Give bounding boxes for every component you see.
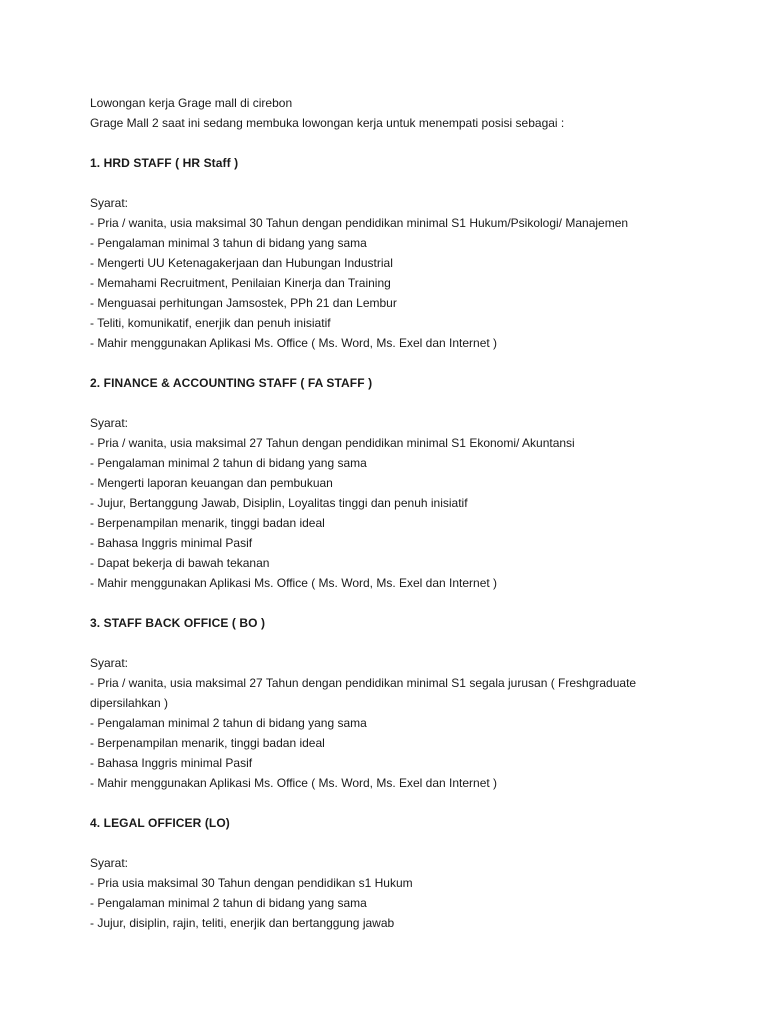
spacer: [90, 593, 698, 613]
requirement-item: - Memahami Recruitment, Penilaian Kinerja dan Training: [90, 276, 391, 290]
section-staff-back-office: [90, 613, 698, 813]
spacer: [90, 393, 698, 413]
requirement-item: - Berpenampilan menarik, tinggi badan ideal: [90, 516, 325, 530]
requirement-item: - Jujur, Bertanggung Jawab, Disiplin, Loyalitas tinggi dan penuh inisiatif: [90, 496, 468, 510]
requirement-item: - Bahasa Inggris minimal Pasif: [90, 536, 253, 550]
requirement-item: - Mahir menggunakan Aplikasi Ms. Office ( Ms. Word, Ms. Exel dan Internet ): [90, 336, 498, 350]
section-heading: 4. LEGAL OFFICER (LO): [90, 816, 230, 830]
requirement-item: - Dapat bekerja di bawah tekanan: [90, 556, 270, 570]
requirement-item: - Mahir menggunakan Aplikasi Ms. Office ( Ms. Word, Ms. Exel dan Internet ): [90, 576, 498, 590]
requirement-item: - Mengerti UU Ketenagakerjaan dan Hubungan Industrial: [90, 256, 393, 270]
spacer: [90, 793, 698, 813]
requirement-item: - Pengalaman minimal 2 tahun di bidang yang sama: [90, 896, 367, 910]
document-title: Lowongan kerja Grage mall di cirebon: [90, 96, 293, 110]
section-heading: 2. FINANCE & ACCOUNTING STAFF ( FA STAFF ): [90, 376, 373, 390]
requirements-label: Syarat:: [90, 656, 129, 670]
requirement-item: - Mengerti laporan keuangan dan pembukuan: [90, 476, 333, 490]
section-heading: 1. HRD STAFF ( HR Staff ): [90, 156, 239, 170]
spacer: [90, 353, 698, 373]
spacer: [90, 173, 698, 193]
requirement-item: - Pria / wanita, usia maksimal 27 Tahun dengan pendidikan minimal S1 segala jurusan ( Freshgraduate: [90, 676, 637, 690]
requirement-item: - Pengalaman minimal 2 tahun di bidang yang sama: [90, 456, 367, 470]
section-legal-officer: [90, 813, 698, 933]
intro-text: Grage Mall 2 saat ini sedang membuka lowongan kerja untuk menempati posisi sebagai :: [90, 116, 565, 130]
requirement-item: - Bahasa Inggris minimal Pasif: [90, 756, 253, 770]
section-finance-accounting-staff: [90, 373, 698, 613]
requirement-item: - Teliti, komunikatif, enerjik dan penuh inisiatif: [90, 316, 331, 330]
requirement-item: - Menguasai perhitungan Jamsostek, PPh 21 dan Lembur: [90, 296, 397, 310]
requirement-item: - Pengalaman minimal 3 tahun di bidang yang sama: [90, 236, 367, 250]
requirement-item: - Pria / wanita, usia maksimal 30 Tahun dengan pendidikan minimal S1 Hukum/Psikologi/ Manajemen: [90, 216, 629, 230]
requirement-item: - Pria usia maksimal 30 Tahun dengan pendidikan s1 Hukum: [90, 876, 413, 890]
spacer: [90, 633, 698, 653]
requirement-item-continuation: dipersilahkan ): [90, 696, 169, 710]
requirement-item: - Berpenampilan menarik, tinggi badan ideal: [90, 736, 325, 750]
requirements-label: Syarat:: [90, 196, 129, 210]
requirements-label: Syarat:: [90, 416, 129, 430]
spacer: [90, 133, 698, 153]
section-heading: 3. STAFF BACK OFFICE ( BO ): [90, 616, 266, 630]
requirements-label: Syarat:: [90, 856, 129, 870]
section-hrd-staff: [90, 153, 698, 373]
requirement-item: - Pria / wanita, usia maksimal 27 Tahun dengan pendidikan minimal S1 Ekonomi/ Akuntansi: [90, 436, 575, 450]
requirement-item: - Jujur, disiplin, rajin, teliti, enerjik dan bertanggung jawab: [90, 916, 395, 930]
requirement-item: - Mahir menggunakan Aplikasi Ms. Office ( Ms. Word, Ms. Exel dan Internet ): [90, 776, 498, 790]
requirement-item: - Pengalaman minimal 2 tahun di bidang yang sama: [90, 716, 367, 730]
spacer: [90, 833, 698, 853]
